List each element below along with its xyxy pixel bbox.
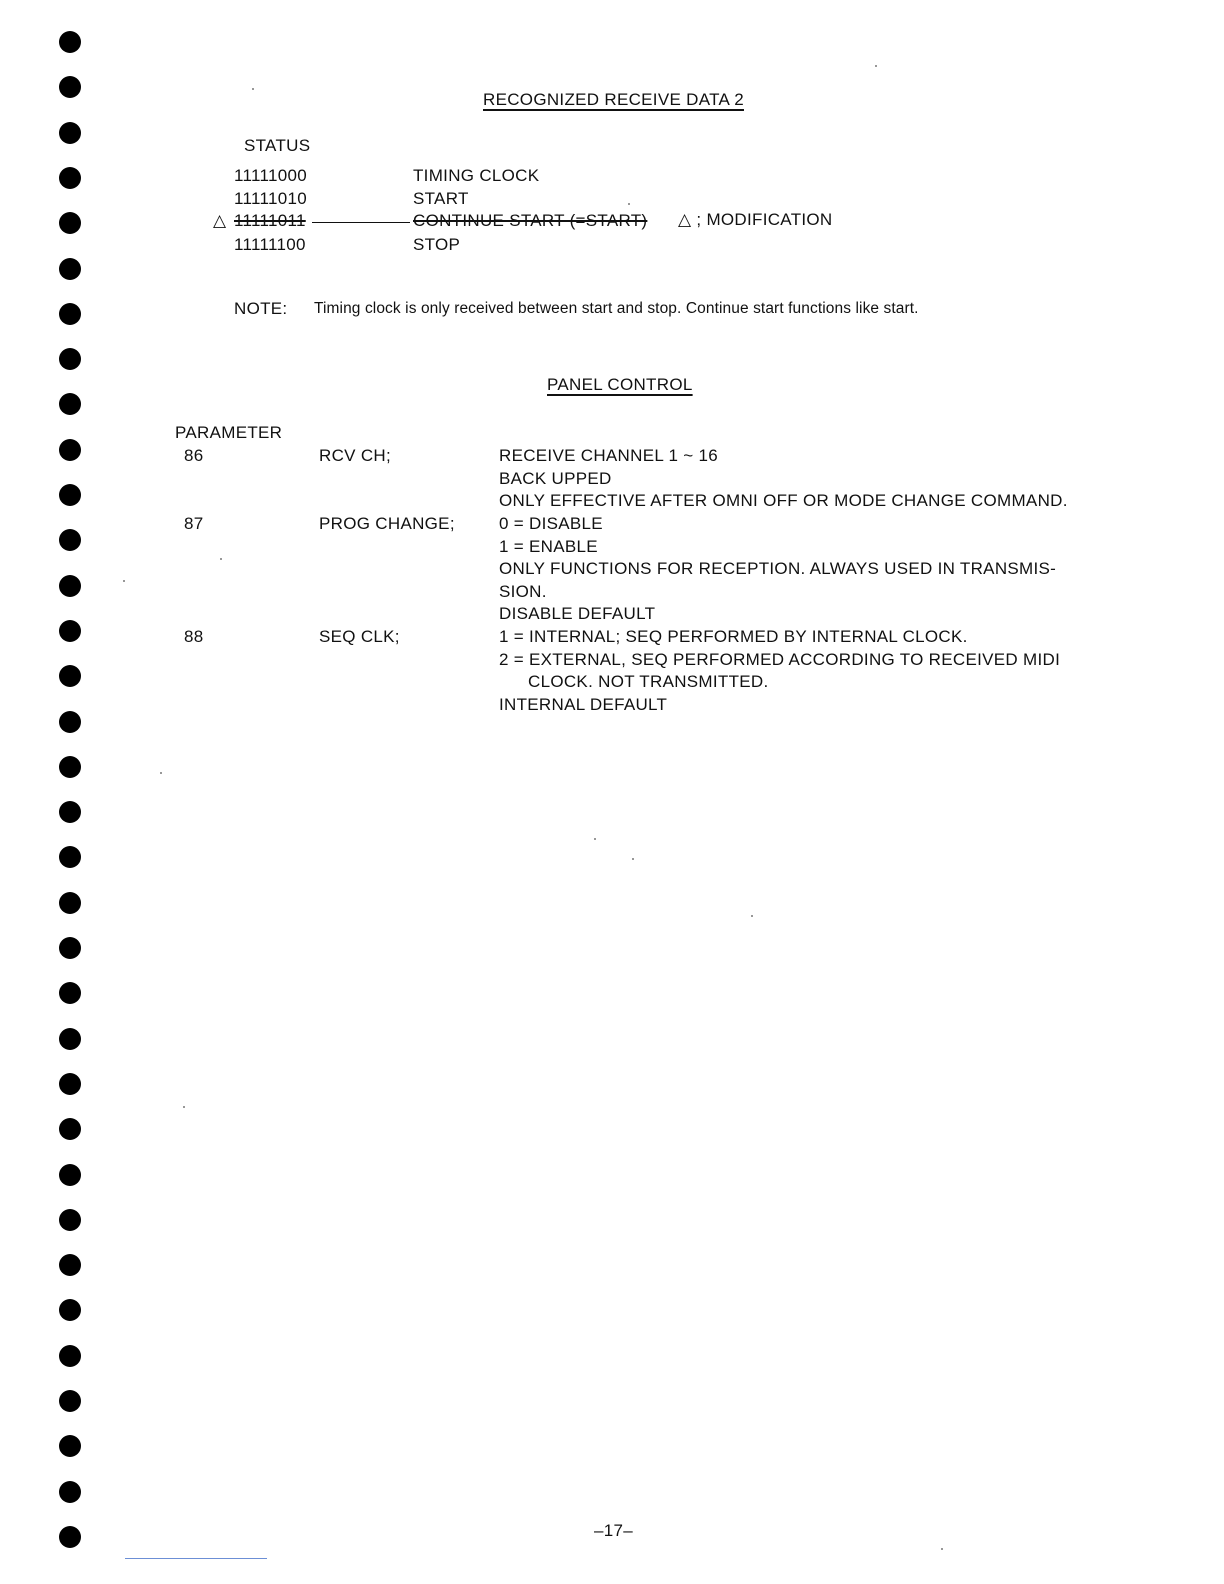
status-code: 11111000 (234, 166, 307, 185)
punch-hole (59, 31, 81, 53)
scan-speck (875, 65, 877, 67)
param-desc-line: RECEIVE CHANNEL 1 ~ 16 (499, 446, 719, 465)
param-desc-line: CLOCK. NOT TRANSMITTED. (528, 672, 769, 691)
status-name-struck: CONTINUE START (=START) (413, 211, 648, 230)
punch-hole (59, 393, 81, 415)
punch-hole (59, 1345, 81, 1367)
punch-hole (59, 620, 81, 642)
param-name: PROG CHANGE; (319, 514, 455, 533)
punch-hole (59, 529, 81, 551)
param-desc-line: 0 = DISABLE (499, 514, 603, 533)
scan-speck (751, 915, 753, 917)
punch-hole (59, 167, 81, 189)
punch-hole (59, 756, 81, 778)
punch-hole (59, 76, 81, 98)
param-desc-line: BACK UPPED (499, 469, 612, 488)
punch-hole (59, 982, 81, 1004)
punch-hole (59, 258, 81, 280)
scan-speck (594, 838, 596, 840)
punch-hole (59, 1481, 81, 1503)
scan-speck (183, 1106, 185, 1108)
status-name: STOP (413, 235, 461, 254)
modification-marker: △ (213, 211, 227, 230)
param-name: RCV CH; (319, 446, 391, 465)
param-desc-line: SION. (499, 582, 547, 601)
punch-hole (59, 1526, 81, 1548)
punch-hole (59, 484, 81, 506)
punch-hole (59, 1435, 81, 1457)
punch-hole (59, 1118, 81, 1140)
punch-hole (59, 212, 81, 234)
punch-hole (59, 846, 81, 868)
scan-speck (220, 558, 222, 560)
section-title-recognized-receive-data: RECOGNIZED RECEIVE DATA 2 (483, 90, 744, 109)
scan-speck (160, 772, 162, 774)
param-desc-line: 2 = EXTERNAL, SEQ PERFORMED ACCORDING TO RECEIVED MIDI (499, 650, 1061, 669)
modification-legend: △ ; MODIFICATION (678, 210, 833, 229)
param-desc-line: 1 = ENABLE (499, 537, 598, 556)
note-text: Timing clock is only received between start and stop. Continue start functions like start. (314, 300, 919, 317)
punch-hole (59, 348, 81, 370)
scan-edge-line (125, 1558, 267, 1559)
punch-hole (59, 937, 81, 959)
param-desc-line: INTERNAL DEFAULT (499, 695, 668, 714)
punch-hole (59, 439, 81, 461)
punch-hole (59, 1299, 81, 1321)
punch-hole (59, 303, 81, 325)
parameter-header: PARAMETER (175, 423, 283, 442)
page-number: –17– (594, 1521, 634, 1540)
punch-hole (59, 1254, 81, 1276)
punch-hole (59, 1390, 81, 1412)
param-number: 87 (184, 514, 204, 533)
punch-hole (59, 122, 81, 144)
punch-hole (59, 575, 81, 597)
punch-hole (59, 665, 81, 687)
status-name: TIMING CLOCK (413, 166, 540, 185)
status-code: 11111100 (234, 235, 306, 254)
note-label: NOTE: (234, 299, 288, 318)
punch-hole (59, 892, 81, 914)
status-code-struck: 11111011 (234, 211, 306, 230)
param-desc-line: ONLY EFFECTIVE AFTER OMNI OFF OR MODE CHANGE COMMAND. (499, 491, 1068, 510)
status-name: START (413, 189, 469, 208)
scan-speck (941, 1548, 943, 1550)
param-desc-line: DISABLE DEFAULT (499, 604, 656, 623)
punch-hole (59, 1164, 81, 1186)
punch-hole (59, 1073, 81, 1095)
punch-hole (59, 1209, 81, 1231)
status-header: STATUS (244, 136, 311, 155)
scan-speck (628, 203, 630, 205)
punch-hole (59, 1028, 81, 1050)
param-desc-line: 1 = INTERNAL; SEQ PERFORMED BY INTERNAL CLOCK. (499, 627, 968, 646)
strike-leader-line (312, 222, 410, 223)
scan-speck (632, 858, 634, 860)
scan-speck (252, 88, 254, 90)
status-code: 11111010 (234, 189, 307, 208)
section-title-panel-control: PANEL CONTROL (547, 375, 693, 394)
param-number: 88 (184, 627, 204, 646)
punch-hole (59, 801, 81, 823)
param-name: SEQ CLK; (319, 627, 400, 646)
scan-speck (123, 580, 125, 582)
param-number: 86 (184, 446, 204, 465)
param-desc-line: ONLY FUNCTIONS FOR RECEPTION. ALWAYS USED IN TRANSMIS- (499, 559, 1057, 578)
punch-hole (59, 711, 81, 733)
